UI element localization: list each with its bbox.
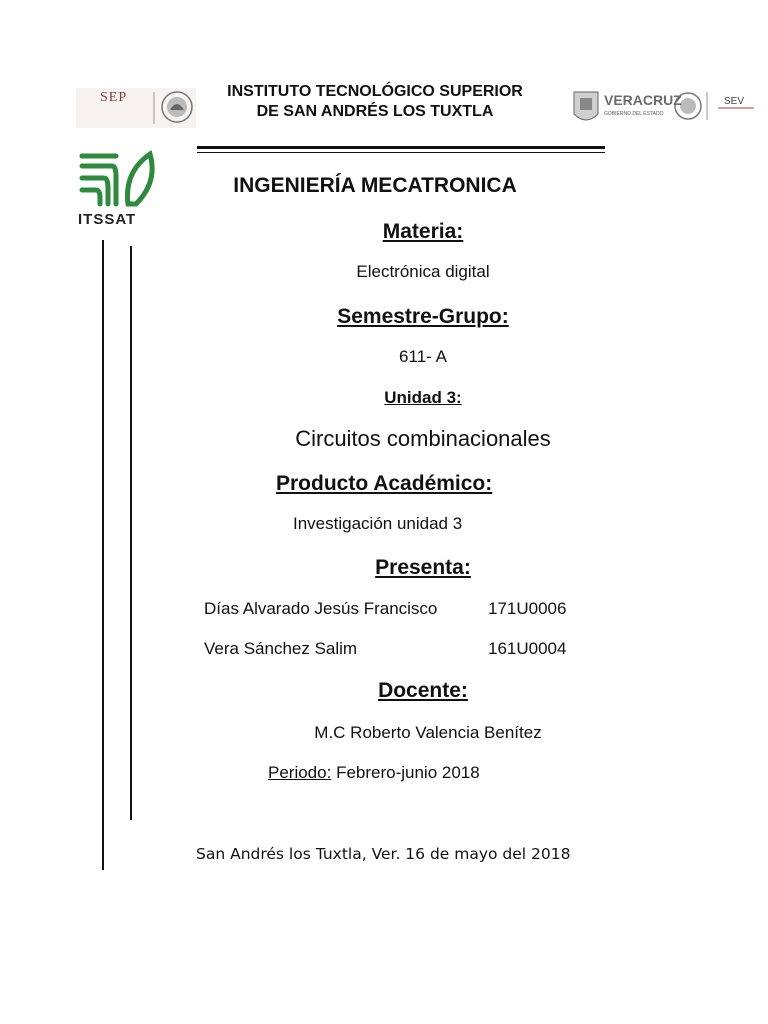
- materia-value: Electrónica digital: [356, 262, 490, 281]
- veracruz-logo-subtext: GOBIERNO DEL ESTADO: [604, 111, 664, 117]
- itssat-leaf-icon: [82, 154, 152, 204]
- sev-logo-text: SEV: [724, 96, 745, 107]
- author-id: 171U0006: [488, 599, 567, 618]
- semestre-heading: Semestre-Grupo:: [337, 305, 509, 328]
- institute-title-line2: DE SAN ANDRÉS LOS TUXTLA: [256, 103, 494, 120]
- periodo-label: Periodo:: [268, 763, 332, 782]
- itssat-logo: [76, 148, 166, 210]
- career-title: INGENIERÍA MECATRONICA: [233, 174, 517, 197]
- periodo-value: Febrero-junio 2018: [336, 763, 480, 782]
- header-divider-thin: [197, 152, 605, 153]
- header-divider-thick: [197, 146, 605, 149]
- unidad-heading: Unidad 3:: [384, 388, 462, 407]
- author-name: Días Alvarado Jesús Francisco: [204, 599, 438, 618]
- semestre-value: 611- A: [399, 347, 447, 366]
- periodo-line: [268, 763, 480, 783]
- institute-title: [180, 82, 570, 122]
- left-vertical-line-inner: [130, 246, 132, 820]
- left-vertical-line-outer: [102, 240, 104, 870]
- presenta-heading: Presenta:: [375, 556, 471, 579]
- unidad-value: Circuitos combinacionales: [295, 426, 551, 451]
- sep-logo-text: SEP: [100, 90, 128, 105]
- author-name: Vera Sánchez Salim: [204, 639, 358, 658]
- producto-heading: Producto Académico:: [276, 472, 493, 495]
- author-id: 161U0004: [488, 639, 567, 658]
- veracruz-crest-icon: [574, 92, 598, 120]
- producto-value: Investigación unidad 3: [293, 514, 463, 533]
- docente-value: M.C Roberto Valencia Benítez: [314, 723, 542, 742]
- materia-heading: Materia:: [382, 220, 464, 243]
- sep-logo: [76, 88, 196, 128]
- veracruz-logo-text: VERACRUZ: [604, 92, 682, 108]
- itssat-logo-text: ITSSAT: [78, 211, 137, 228]
- institute-title-line1: INSTITUTO TECNOLÓGICO SUPERIOR: [227, 83, 523, 100]
- docente-heading: Docente:: [378, 679, 468, 702]
- place-date: San Andrés los Tuxtla, Ver. 16 de mayo del 2018: [196, 845, 571, 863]
